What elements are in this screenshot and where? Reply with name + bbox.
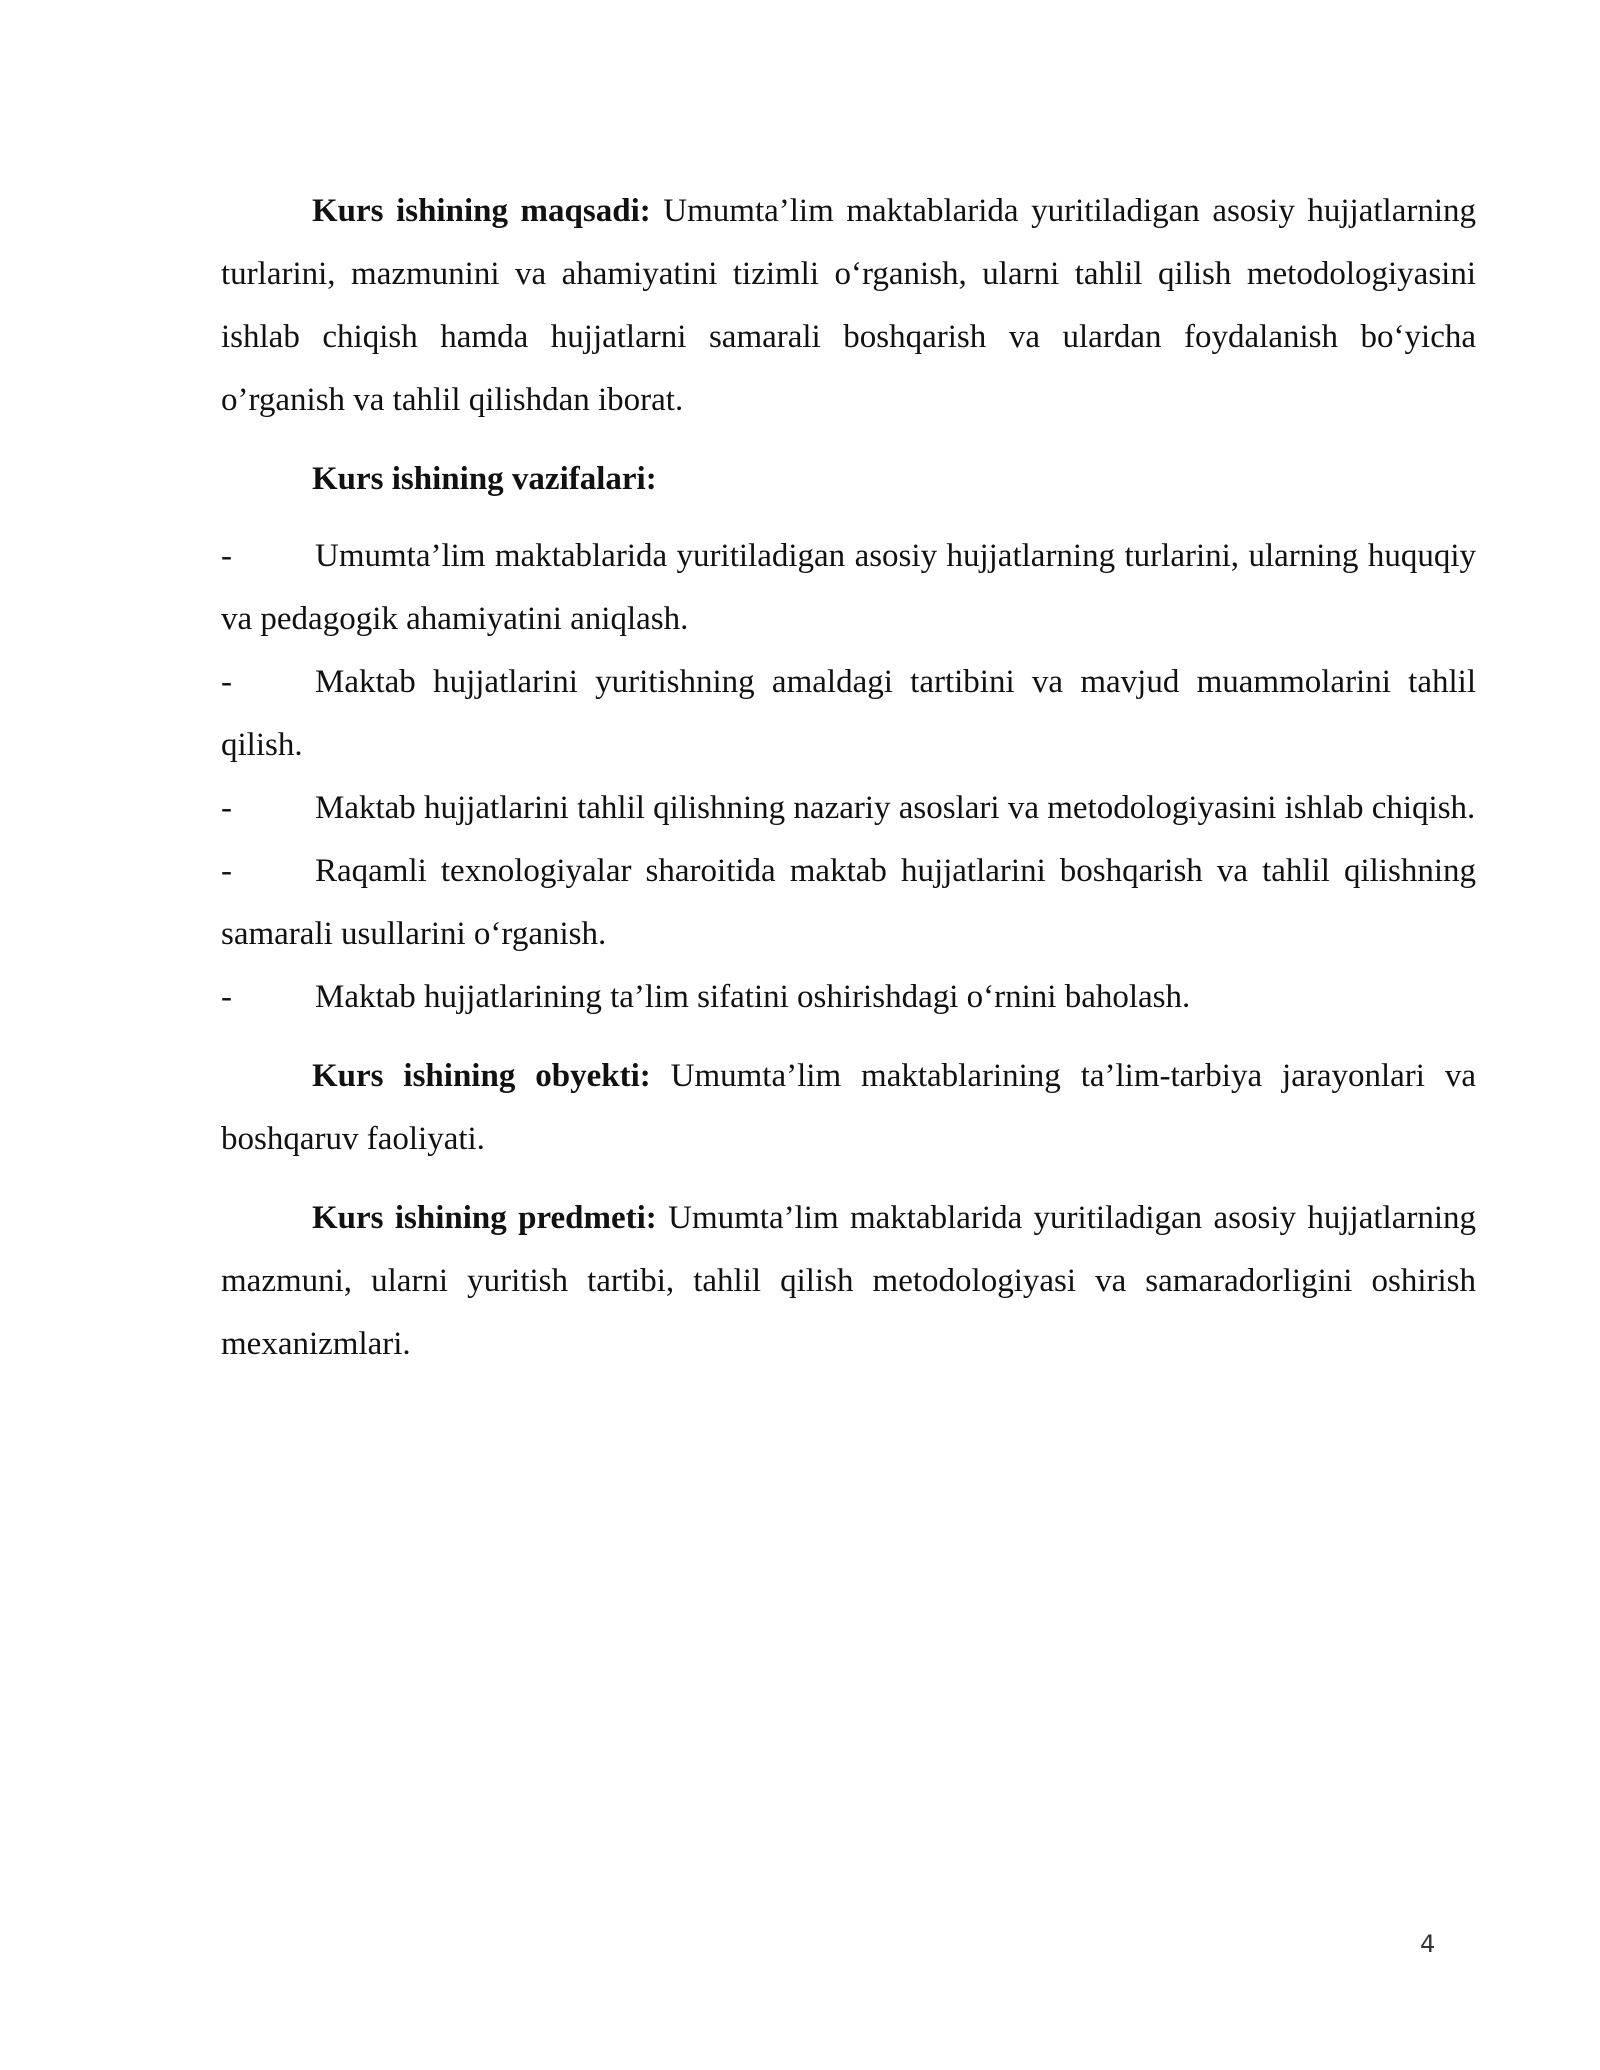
list-item (221, 840, 1476, 966)
task-text: Raqamli texnologiyalar sharoitida maktab hujjatlarini boshqarish va tahlil qilishning samarali usullarini o‘rganish. (221, 853, 1476, 952)
dash-marker: - (221, 538, 232, 574)
list-item (221, 651, 1476, 777)
subject-text: Umumta’lim maktablarida yuritiladigan asosiy hujjatlarning mazmuni, ularni yuritish tartibi, tahlil qilish metodologiyasi va samaradorligini oshirish mexanizmlari. (221, 1200, 1476, 1362)
object-heading: Kurs ishining obyekti: (312, 1058, 651, 1094)
goal-text: Umumta’lim maktablarida yuritiladigan asosiy hujjatlarning turlarini, mazmunini va ahamiyatini tizimli o‘rganish, ularni tahlil qilish metodologiyasini ishlab chiqish hamda hujjatlarni samarali boshqarish va ulardan foydalanish bo‘yicha o’rganish va tahlil qilishdan iborat. (221, 193, 1476, 418)
dash-marker: - (221, 853, 232, 889)
document-page (221, 180, 1476, 1376)
object-paragraph (221, 1045, 1476, 1171)
goal-heading: Kurs ishining maqsadi: (312, 193, 651, 229)
page-number: 4 (1420, 1930, 1436, 1958)
dash-marker: - (221, 979, 232, 1015)
dash-marker: - (221, 790, 232, 826)
list-item (221, 966, 1476, 1029)
list-item (221, 525, 1476, 651)
subject-heading: Kurs ishining predmeti: (312, 1200, 657, 1236)
object-text: Umumta’lim maktablarining ta’lim-tarbiya jarayonlari va boshqaruv faoliyati. (221, 1058, 1476, 1157)
task-text: Umumta’lim maktablarida yuritiladigan asosiy hujjatlarning turlarini, ularning huquqiy va pedagogik ahamiyatini aniqlash. (221, 538, 1476, 637)
subject-paragraph (221, 1187, 1476, 1376)
task-text: Maktab hujjatlarini tahlil qilishning nazariy asoslari va metodologiyasini ishlab chiqish. (315, 790, 1476, 826)
tasks-heading: Kurs ishining vazifalari: (312, 461, 657, 497)
tasks-list (221, 525, 1476, 1029)
list-item (221, 777, 1476, 840)
dash-marker: - (221, 664, 232, 700)
tasks-paragraph (221, 448, 1476, 511)
goal-paragraph (221, 180, 1476, 432)
task-text: Maktab hujjatlarini yuritishning amaldagi tartibini va mavjud muammolarini tahlil qilish. (221, 664, 1476, 763)
task-text: Maktab hujjatlarining ta’lim sifatini oshirishdagi o‘rnini baholash. (315, 979, 1191, 1015)
